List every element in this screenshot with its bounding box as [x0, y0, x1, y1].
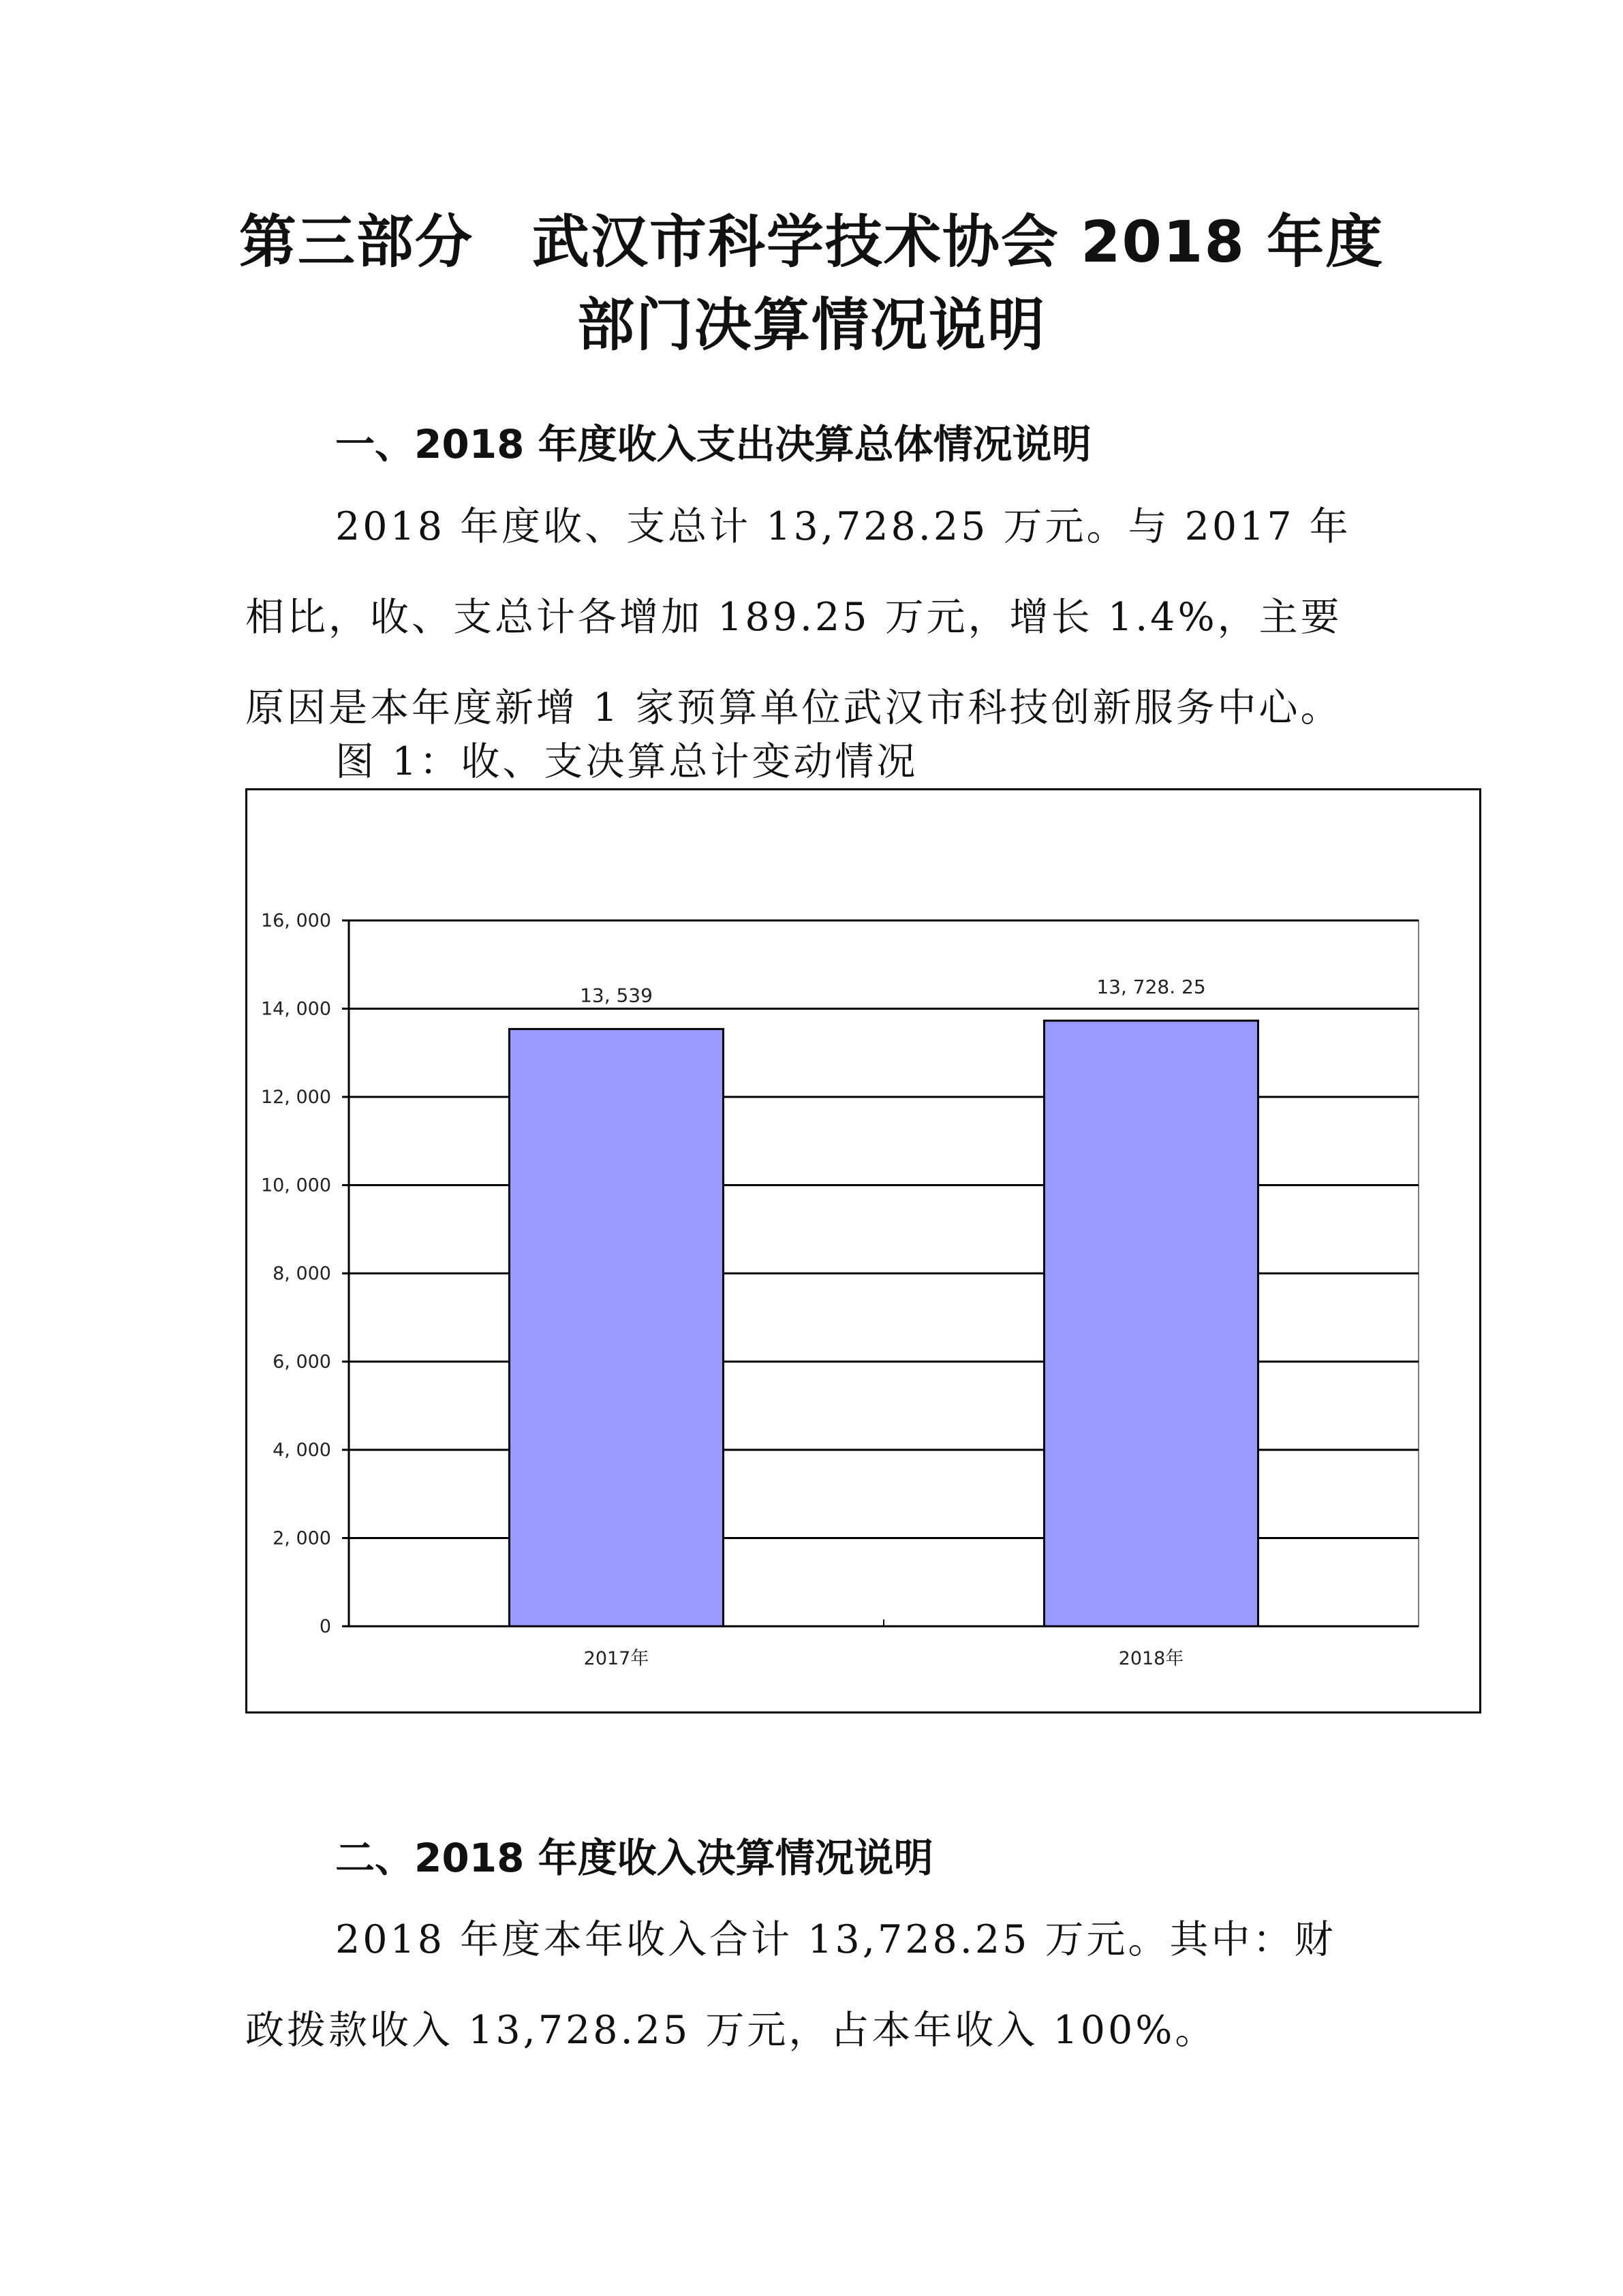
y-tick-label: 0	[319, 1616, 331, 1637]
page-title-line-1: 第三部分 武汉市科学技术协会 2018 年度	[238, 208, 1385, 275]
section-2-paragraph: 2018 年度本年收入合计 13,728.25 万元。其中：财政拨款收入 13,728.25 万元，占本年收入 100%。	[245, 1917, 1336, 2053]
section-1-heading: 一、2018 年度收入支出决算总体情况说明	[335, 421, 1092, 467]
section-1-paragraph: 2018 年度收、支总计 13,728.25 万元。与 2017 年相比，收、支总计各增加 189.25 万元，增长 1.4%，主要原因是本年度新增 1 家预算单位武汉市科技创新服务中心。	[245, 504, 1351, 730]
x-tick-label: 2017年	[583, 1648, 649, 1669]
y-tick-label: 10, 000	[260, 1175, 331, 1196]
bar-data-label: 13, 728. 25	[1096, 976, 1206, 999]
page-title-line-2: 部门决算情况说明	[576, 292, 1046, 358]
y-tick-label: 2, 000	[273, 1527, 331, 1549]
bar-2017年	[510, 1029, 724, 1626]
y-tick-label: 16, 000	[260, 910, 331, 931]
y-tick-label: 14, 000	[260, 998, 331, 1020]
y-tick-label: 4, 000	[273, 1440, 331, 1461]
income-expense-bar-chart	[245, 788, 1481, 1713]
figure-1-caption: 图 1：收、支决算总计变动情况	[335, 739, 918, 784]
y-tick-label: 12, 000	[260, 1087, 331, 1108]
y-tick-label: 8, 000	[273, 1263, 331, 1284]
x-tick-label: 2018年	[1118, 1648, 1184, 1669]
bar-data-label: 13, 539	[580, 984, 653, 1007]
bar-2018年	[1045, 1021, 1258, 1626]
section-2-heading: 二、2018 年度收入决算情况说明	[335, 1835, 933, 1881]
y-tick-label: 6, 000	[273, 1351, 331, 1373]
